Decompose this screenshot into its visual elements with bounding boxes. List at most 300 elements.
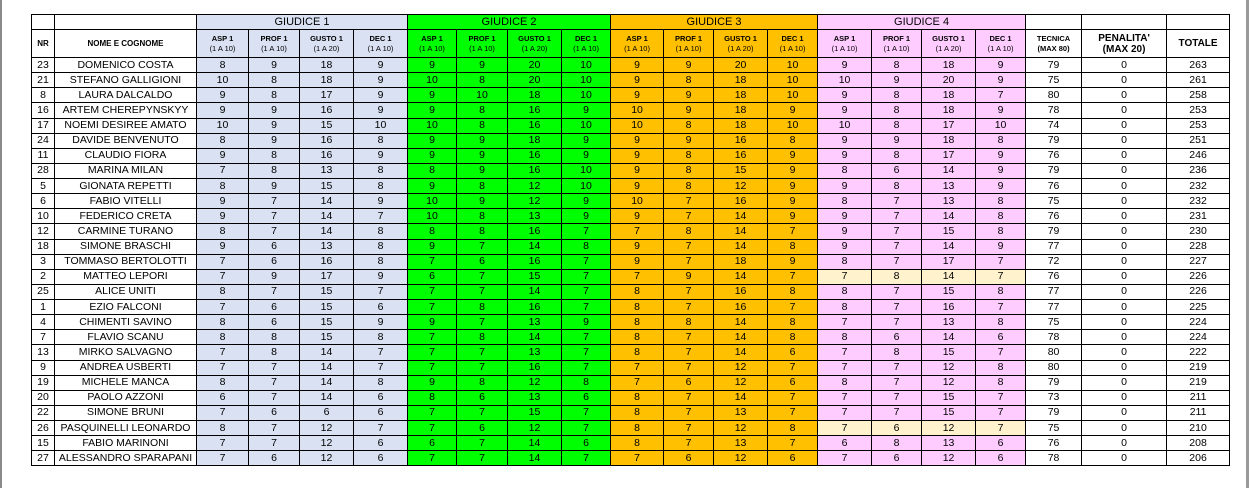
criterion-range: (1 A 10) [779, 43, 806, 53]
nr-cell: 9 [32, 360, 55, 375]
judge-2-dec-cell: 8 [562, 239, 611, 254]
judge-2-prof-cell: 6 [457, 421, 508, 436]
judge-2-prof-cell: 8 [457, 224, 508, 239]
table-row [32, 239, 1230, 254]
penalita-cell: 0 [1082, 239, 1167, 254]
judge-2-asp-cell: 7 [408, 300, 457, 315]
judge-2-dec-cell: 7 [562, 269, 611, 284]
judge-3-gusto-cell: 12 [714, 451, 768, 466]
left-edge-border [0, 0, 2, 488]
tecnica-cell: 79 [1026, 133, 1082, 148]
judge-1-prof-cell: 6 [249, 451, 300, 466]
judge-2-gusto-cell: 16 [508, 254, 562, 269]
judge-3-gusto-cell: 12 [714, 179, 768, 194]
judge-1-asp-cell: 7 [197, 269, 249, 284]
nr-cell: 19 [32, 375, 55, 390]
judge-4-dec-cell: 7 [976, 254, 1026, 269]
nr-cell: 3 [32, 254, 55, 269]
judge-1-gusto-cell: 13 [300, 239, 354, 254]
judge-2-asp-cell: 9 [408, 88, 457, 103]
judge-3-prof-cell: 8 [664, 315, 714, 330]
tecnica-cell: 79 [1026, 224, 1082, 239]
judge-4-prof-cell: 8 [872, 58, 922, 73]
judge-3-dec-cell: 6 [768, 345, 818, 360]
judge-1-asp-cell: 7 [197, 436, 249, 451]
judge-4-dec-cell: 8 [976, 375, 1026, 390]
judge-1-gusto-cell: 15 [300, 179, 354, 194]
judge-3-gusto-cell: 14 [714, 345, 768, 360]
judge-2-dec-cell: 7 [562, 360, 611, 375]
judge-2-gusto-cell: 14 [508, 451, 562, 466]
judge-1-gusto-cell: 17 [300, 269, 354, 284]
judge-4-asp-cell: 9 [818, 224, 872, 239]
judge-3-asp-cell: 7 [611, 269, 664, 284]
name-cell: STEFANO GALLIGIONI [55, 73, 197, 88]
judge-3-prof-cell: 7 [664, 239, 714, 254]
name-cell: ANDREA USBERTI [55, 360, 197, 375]
judge-1-prof-cell: 7 [249, 375, 300, 390]
criterion-range: (1 A 10) [367, 43, 394, 53]
judge-3-gusto-cell: 15 [714, 163, 768, 178]
judge-1-prof-cell: 7 [249, 194, 300, 209]
judge-1-prof-cell: 6 [249, 300, 300, 315]
judge-1-header: GIUDICE 1 [197, 15, 408, 30]
totale-cell: 230 [1167, 224, 1230, 239]
tecnica-cell: 80 [1026, 360, 1082, 375]
totale-cell: 232 [1167, 194, 1230, 209]
judge-4-asp-header [818, 30, 872, 58]
judge-1-prof-cell: 6 [249, 315, 300, 330]
judge-3-dec-cell: 9 [768, 194, 818, 209]
judge-4-asp-cell: 7 [818, 360, 872, 375]
totale-cell: 210 [1167, 421, 1230, 436]
judge-3-prof-cell: 7 [664, 436, 714, 451]
totale-cell: 253 [1167, 103, 1230, 118]
judge-4-asp-cell: 7 [818, 390, 872, 405]
judge-1-asp-cell: 8 [197, 224, 249, 239]
judge-2-dec-header [562, 30, 611, 58]
tecnica-cell: 77 [1026, 284, 1082, 299]
judge-4-gusto-cell: 13 [922, 436, 976, 451]
judge-3-asp-cell: 8 [611, 345, 664, 360]
judge-4-gusto-cell: 12 [922, 375, 976, 390]
totale-cell: 236 [1167, 163, 1230, 178]
criterion-range: (1 A 10) [261, 43, 287, 53]
judge-3-gusto-cell: 16 [714, 284, 768, 299]
nr-cell: 7 [32, 330, 55, 345]
judge-2-gusto-cell: 20 [508, 73, 562, 88]
judge-4-gusto-cell: 18 [922, 133, 976, 148]
criterion-range: (1 A 10) [831, 43, 858, 53]
judge-1-asp-cell: 7 [197, 360, 249, 375]
totale-cell: 226 [1167, 284, 1230, 299]
criterion-range: (1 A 10) [883, 43, 910, 53]
penalita-cell: 0 [1082, 58, 1167, 73]
judge-2-prof-cell: 9 [457, 163, 508, 178]
totale-cell: 219 [1167, 360, 1230, 375]
penalita-cell: 0 [1082, 194, 1167, 209]
nr-cell: 5 [32, 179, 55, 194]
judge-4-dec-cell: 7 [976, 88, 1026, 103]
judge-4-prof-cell: 7 [872, 284, 922, 299]
judge-4-gusto-cell: 12 [922, 451, 976, 466]
judge-2-gusto-cell: 16 [508, 103, 562, 118]
table-row [32, 405, 1230, 420]
judge-4-prof-cell: 8 [872, 269, 922, 284]
name-cell: CARMINE TURANO [55, 224, 197, 239]
judge-2-prof-cell: 9 [457, 133, 508, 148]
judge-2-prof-cell: 7 [457, 239, 508, 254]
table-row [32, 345, 1230, 360]
judge-4-asp-cell: 8 [818, 163, 872, 178]
judge-4-gusto-cell: 13 [922, 315, 976, 330]
nr-cell: 17 [32, 118, 55, 133]
nr-cell: 18 [32, 239, 55, 254]
judge-3-gusto-cell: 14 [714, 330, 768, 345]
criterion-range: (1 A 20) [313, 43, 340, 53]
judge-2-asp-cell: 9 [408, 133, 457, 148]
judge-1-dec-cell: 7 [354, 284, 408, 299]
penalita-cell: 0 [1082, 118, 1167, 133]
judge-1-dec-cell: 6 [354, 300, 408, 315]
judge-4-dec-cell: 9 [976, 179, 1026, 194]
judge-3-gusto-cell: 18 [714, 73, 768, 88]
table-row [32, 103, 1230, 118]
judge-2-asp-cell: 7 [408, 345, 457, 360]
judge-2-asp-cell: 6 [408, 436, 457, 451]
judge-3-gusto-cell: 12 [714, 360, 768, 375]
judge-3-prof-cell: 7 [664, 300, 714, 315]
nr-cell: 24 [32, 133, 55, 148]
judge-2-dec-cell: 9 [562, 209, 611, 224]
name-cell: NOEMI DESIREE AMATO [55, 118, 197, 133]
criterion-name: DEC 1 [781, 33, 804, 43]
judge-3-asp-cell: 9 [611, 209, 664, 224]
name-header: NOME E COGNOME [55, 30, 197, 58]
judge-4-prof-cell: 8 [872, 345, 922, 360]
judge-2-prof-cell: 8 [457, 300, 508, 315]
judge-1-gusto-cell: 16 [300, 148, 354, 163]
judge-3-asp-cell: 8 [611, 390, 664, 405]
judge-1-prof-header [249, 30, 300, 58]
nr-cell: 16 [32, 103, 55, 118]
judge-4-dec-cell: 8 [976, 133, 1026, 148]
judge-1-dec-cell: 8 [354, 179, 408, 194]
judge-4-asp-cell: 6 [818, 436, 872, 451]
judge-1-asp-cell: 8 [197, 179, 249, 194]
judge-3-dec-cell: 7 [768, 436, 818, 451]
judge-3-prof-cell: 7 [664, 360, 714, 375]
judge-2-asp-cell: 9 [408, 375, 457, 390]
judge-4-gusto-cell: 13 [922, 194, 976, 209]
totale-cell: 222 [1167, 345, 1230, 360]
judge-3-asp-cell: 9 [611, 163, 664, 178]
judge-1-prof-cell: 6 [249, 254, 300, 269]
judge-3-prof-cell: 6 [664, 451, 714, 466]
table-body [32, 58, 1230, 466]
nr-cell: 25 [32, 284, 55, 299]
judge-1-dec-cell: 7 [354, 421, 408, 436]
judge-2-gusto-header [508, 30, 562, 58]
penalita-cell: 0 [1082, 284, 1167, 299]
judge-2-gusto-cell: 12 [508, 179, 562, 194]
nr-cell: 21 [32, 73, 55, 88]
judge-4-prof-cell: 6 [872, 330, 922, 345]
judge-3-dec-cell: 9 [768, 103, 818, 118]
judge-3-prof-cell: 9 [664, 133, 714, 148]
judge-1-prof-cell: 8 [249, 73, 300, 88]
judge-4-prof-cell: 7 [872, 390, 922, 405]
judge-3-gusto-cell: 18 [714, 254, 768, 269]
judge-1-prof-cell: 9 [249, 58, 300, 73]
judge-2-prof-cell: 7 [457, 451, 508, 466]
judge-3-dec-cell: 7 [768, 360, 818, 375]
totale-cell: 253 [1167, 118, 1230, 133]
judge-3-asp-cell: 7 [611, 224, 664, 239]
judge-2-dec-cell: 9 [562, 315, 611, 330]
tecnica-cell: 76 [1026, 436, 1082, 451]
judge-1-dec-cell: 9 [354, 58, 408, 73]
judge-1-prof-cell: 8 [249, 345, 300, 360]
judge-1-gusto-cell: 15 [300, 330, 354, 345]
judge-4-dec-cell: 8 [976, 224, 1026, 239]
judge-1-dec-header [354, 30, 408, 58]
judge-1-dec-cell: 8 [354, 375, 408, 390]
totale-cell: 231 [1167, 209, 1230, 224]
judge-3-asp-cell: 10 [611, 194, 664, 209]
judge-4-gusto-cell: 12 [922, 421, 976, 436]
judge-3-prof-cell: 7 [664, 405, 714, 420]
judge-4-gusto-cell: 18 [922, 88, 976, 103]
judge-4-dec-header [976, 30, 1026, 58]
judge-3-dec-cell: 7 [768, 269, 818, 284]
judge-1-asp-cell: 8 [197, 284, 249, 299]
judge-3-prof-cell: 8 [664, 73, 714, 88]
judge-3-dec-cell: 8 [768, 284, 818, 299]
judge-2-prof-cell: 8 [457, 103, 508, 118]
judge-1-gusto-header [300, 30, 354, 58]
judge-4-dec-cell: 7 [976, 345, 1026, 360]
judge-2-dec-cell: 7 [562, 421, 611, 436]
judge-4-prof-cell: 7 [872, 224, 922, 239]
judge-1-asp-cell: 8 [197, 133, 249, 148]
judge-2-dec-cell: 10 [562, 73, 611, 88]
penalita-cell: 0 [1082, 254, 1167, 269]
name-cell: MICHELE MANCA [55, 375, 197, 390]
judge-1-gusto-cell: 16 [300, 103, 354, 118]
judge-2-gusto-cell: 16 [508, 300, 562, 315]
judge-4-asp-cell: 9 [818, 209, 872, 224]
judge-1-prof-cell: 9 [249, 118, 300, 133]
judge-3-dec-cell: 9 [768, 179, 818, 194]
judge-4-dec-cell: 7 [976, 421, 1026, 436]
judge-1-dec-cell: 8 [354, 163, 408, 178]
tecnica-cell: 74 [1026, 118, 1082, 133]
penalita-cell: 0 [1082, 451, 1167, 466]
criterion-name: DEC 1 [369, 33, 392, 43]
judge-2-asp-header [408, 30, 457, 58]
table-row [32, 390, 1230, 405]
judge-4-dec-cell: 6 [976, 436, 1026, 451]
judge-3-dec-cell: 9 [768, 148, 818, 163]
name-cell: EZIO FALCONI [55, 300, 197, 315]
table-row [32, 315, 1230, 330]
judge-1-dec-cell: 9 [354, 194, 408, 209]
table-row [32, 451, 1230, 466]
judge-1-gusto-cell: 12 [300, 436, 354, 451]
judge-2-header: GIUDICE 2 [408, 15, 611, 30]
judge-2-dec-cell: 7 [562, 300, 611, 315]
judge-4-dec-cell: 6 [976, 451, 1026, 466]
penalita-cell: 0 [1082, 330, 1167, 345]
tecnica-cell: 77 [1026, 300, 1082, 315]
judge-3-prof-cell: 8 [664, 179, 714, 194]
judge-1-gusto-cell: 14 [300, 224, 354, 239]
criterion-range: (1 A 10) [469, 43, 495, 53]
judge-4-asp-cell: 8 [818, 254, 872, 269]
judge-3-dec-cell: 10 [768, 73, 818, 88]
judge-3-gusto-cell: 16 [714, 148, 768, 163]
judge-4-prof-cell: 7 [872, 239, 922, 254]
penalita-cell: 0 [1082, 390, 1167, 405]
table-row [32, 88, 1230, 103]
judge-4-asp-cell: 7 [818, 421, 872, 436]
criterion-name: GUSTO 1 [518, 33, 551, 43]
judge-1-gusto-cell: 18 [300, 73, 354, 88]
judge-3-gusto-cell: 12 [714, 375, 768, 390]
judge-3-gusto-cell: 18 [714, 118, 768, 133]
table-row [32, 73, 1230, 88]
judge-1-asp-cell: 9 [197, 209, 249, 224]
judge-1-asp-cell: 8 [197, 58, 249, 73]
name-cell: MIRKO SALVAGNO [55, 345, 197, 360]
judge-2-gusto-cell: 16 [508, 360, 562, 375]
judge-1-asp-cell: 7 [197, 345, 249, 360]
judge-1-asp-cell: 9 [197, 239, 249, 254]
penalita-label: PENALITA' [1098, 32, 1150, 44]
judge-3-dec-cell: 10 [768, 88, 818, 103]
tecnica-cell: 76 [1026, 209, 1082, 224]
header-blank-totale [1167, 15, 1230, 30]
judge-1-asp-cell: 9 [197, 148, 249, 163]
judge-3-gusto-cell: 14 [714, 315, 768, 330]
judge-4-gusto-cell: 14 [922, 163, 976, 178]
judge-3-dec-cell: 7 [768, 405, 818, 420]
judge-4-gusto-cell: 15 [922, 345, 976, 360]
tecnica-cell: 73 [1026, 390, 1082, 405]
judge-1-asp-cell: 6 [197, 390, 249, 405]
penalita-cell: 0 [1082, 269, 1167, 284]
judge-1-asp-cell: 9 [197, 103, 249, 118]
table-row [32, 179, 1230, 194]
nr-cell: 8 [32, 88, 55, 103]
judge-1-gusto-cell: 15 [300, 118, 354, 133]
judge-4-asp-cell: 9 [818, 88, 872, 103]
nr-cell: 27 [32, 451, 55, 466]
judge-1-dec-cell: 7 [354, 360, 408, 375]
judge-1-asp-cell: 10 [197, 118, 249, 133]
judge-1-prof-cell: 8 [249, 88, 300, 103]
judge-1-prof-cell: 7 [249, 224, 300, 239]
judge-2-gusto-cell: 14 [508, 284, 562, 299]
judge-1-prof-cell: 8 [249, 330, 300, 345]
judge-1-gusto-cell: 15 [300, 284, 354, 299]
judge-2-gusto-cell: 16 [508, 163, 562, 178]
criterion-range: (1 A 10) [624, 43, 650, 53]
judge-4-dec-cell: 9 [976, 103, 1026, 118]
judge-4-gusto-cell: 17 [922, 148, 976, 163]
judge-1-dec-cell: 6 [354, 436, 408, 451]
judge-1-gusto-cell: 12 [300, 451, 354, 466]
penalita-cell: 0 [1082, 436, 1167, 451]
judge-2-gusto-cell: 18 [508, 133, 562, 148]
judge-4-gusto-cell: 16 [922, 300, 976, 315]
judge-2-prof-cell: 7 [457, 269, 508, 284]
judge-3-asp-cell: 8 [611, 330, 664, 345]
judge-3-gusto-cell: 20 [714, 58, 768, 73]
totale-cell: 225 [1167, 300, 1230, 315]
judge-2-dec-cell: 10 [562, 58, 611, 73]
judge-2-prof-cell: 7 [457, 436, 508, 451]
judge-4-prof-cell: 8 [872, 179, 922, 194]
judge-3-dec-cell: 6 [768, 375, 818, 390]
name-cell: ALICE UNITI [55, 284, 197, 299]
judge-2-asp-cell: 9 [408, 239, 457, 254]
judge-2-prof-cell: 9 [457, 194, 508, 209]
criterion-name: ASP 1 [833, 33, 856, 43]
judge-3-prof-cell: 7 [664, 194, 714, 209]
nr-cell: 1 [32, 300, 55, 315]
judge-4-gusto-cell: 12 [922, 360, 976, 375]
criterion-name: ASP 1 [211, 33, 234, 43]
judge-2-prof-cell: 10 [457, 88, 508, 103]
judge-2-gusto-cell: 13 [508, 209, 562, 224]
table-row [32, 209, 1230, 224]
criterion-range: (1 A 20) [727, 43, 754, 53]
tecnica-cell: 76 [1026, 179, 1082, 194]
judge-4-asp-cell: 10 [818, 118, 872, 133]
judge-2-asp-cell: 7 [408, 421, 457, 436]
judge-1-asp-cell: 8 [197, 375, 249, 390]
judge-2-dec-cell: 7 [562, 330, 611, 345]
judge-1-prof-cell: 6 [249, 239, 300, 254]
judge-4-prof-cell: 7 [872, 300, 922, 315]
judge-1-dec-cell: 9 [354, 315, 408, 330]
judge-2-asp-cell: 10 [408, 194, 457, 209]
totale-cell: 211 [1167, 405, 1230, 420]
judge-3-dec-cell: 8 [768, 239, 818, 254]
judge-2-dec-cell: 10 [562, 88, 611, 103]
name-cell: ARTEM CHEREPYNSKYY [55, 103, 197, 118]
judge-2-dec-cell: 10 [562, 163, 611, 178]
judge-4-asp-cell: 8 [818, 375, 872, 390]
judge-4-asp-cell: 7 [818, 405, 872, 420]
penalita-cell: 0 [1082, 133, 1167, 148]
judge-1-asp-cell: 7 [197, 163, 249, 178]
judge-3-gusto-cell: 16 [714, 133, 768, 148]
judge-4-gusto-cell: 20 [922, 73, 976, 88]
criterion-name: GUSTO 1 [724, 33, 757, 43]
judge-2-prof-cell: 8 [457, 118, 508, 133]
judge-2-gusto-cell: 15 [508, 405, 562, 420]
judge-4-dec-cell: 9 [976, 58, 1026, 73]
totale-header: TOTALE [1167, 30, 1230, 58]
judge-1-asp-cell: 10 [197, 73, 249, 88]
tecnica-cell: 80 [1026, 345, 1082, 360]
judge-1-gusto-cell: 14 [300, 209, 354, 224]
judge-2-prof-cell: 7 [457, 315, 508, 330]
judge-2-gusto-cell: 13 [508, 345, 562, 360]
